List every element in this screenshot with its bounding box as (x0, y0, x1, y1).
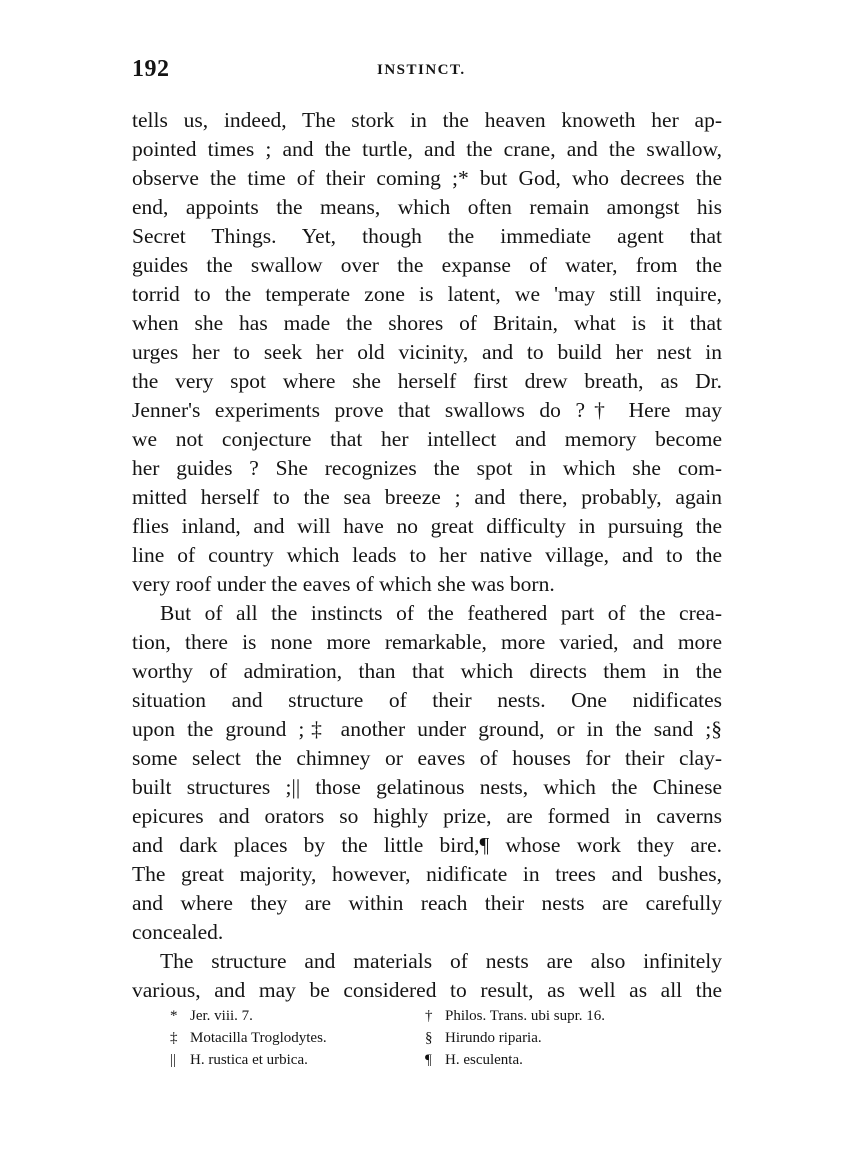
text-line: the very spot where she herself first drew breath, as Dr. (132, 369, 722, 393)
page-header (132, 56, 722, 92)
text-line: But of all the instincts of the feathered part of the crea- (160, 601, 722, 625)
text-line: mitted herself to the sea breeze ; and there, probably, again (132, 485, 722, 509)
footnote-text: Jer. viii. 7. (190, 1008, 253, 1024)
text-line: guides the swallow over the expanse of water, from the (132, 253, 722, 277)
footnote (425, 1052, 523, 1069)
footnote (425, 1030, 542, 1047)
text-line: when she has made the shores of Britain, what is it that (132, 311, 722, 335)
text-line: line of country which leads to her native village, and to the (132, 543, 722, 567)
text-line: torrid to the temperate zone is latent, we 'may still inquire, (132, 282, 722, 306)
text-line: urges her to seek her old vicinity, and to build her nest in (132, 340, 722, 364)
footnote (170, 1052, 308, 1069)
text-line: upon the ground ;‡ another under ground, or in the sand ;§ (132, 717, 722, 741)
footnote-mark: ‡ (170, 1030, 178, 1046)
text-line: very roof under the eaves of which she was born. (132, 572, 555, 596)
running-head: INSTINCT. (377, 62, 466, 78)
footnote-mark: * (170, 1008, 178, 1024)
footnote (170, 1030, 327, 1047)
text-line: Secret Things. Yet, though the immediate agent that (132, 224, 722, 248)
text-line: various, and may be considered to result, as well as all the (132, 978, 722, 1002)
text-line: flies inland, and will have no great difficulty in pursuing the (132, 514, 722, 538)
text-line: built structures ;|| those gelatinous nests, which the Chinese (132, 775, 722, 799)
text-line: The structure and materials of nests are also infinitely (160, 949, 722, 973)
text-line: some select the chimney or eaves of houses for their clay- (132, 746, 722, 770)
footnote (170, 1008, 253, 1025)
text-line: observe the time of their coming ;* but God, who decrees the (132, 166, 722, 190)
footnote-mark: † (425, 1008, 433, 1024)
text-line: tells us, indeed, The stork in the heaven knoweth her ap- (132, 108, 722, 132)
footnote-mark: ¶ (425, 1052, 432, 1068)
text-line: we not conjecture that her intellect and memory become (132, 427, 722, 451)
text-line: epicures and orators so highly prize, are formed in caverns (132, 804, 722, 828)
page-number: 192 (132, 56, 170, 82)
footnote-text: H. rustica et urbica. (190, 1052, 308, 1068)
footnote-mark: § (425, 1030, 433, 1046)
footnote-mark: || (170, 1052, 177, 1068)
text-line: concealed. (132, 920, 224, 944)
text-line: worthy of admiration, than that which directs them in the (132, 659, 722, 683)
text-line: end, appoints the means, which often remain amongst his (132, 195, 722, 219)
footnote-text: Motacilla Troglodytes. (190, 1030, 327, 1046)
footnote-text: Philos. Trans. ubi supr. 16. (445, 1008, 606, 1024)
text-line: The great majority, however, nidificate in trees and bushes, (132, 862, 722, 886)
footnote-text: H. esculenta. (445, 1052, 523, 1068)
footnote-text: Hirundo riparia. (445, 1030, 542, 1046)
text-line: her guides ? She recognizes the spot in which she com- (132, 456, 722, 480)
text-line: pointed times ; and the turtle, and the crane, and the swallow, (132, 137, 722, 161)
text-line: tion, there is none more remarkable, more varied, and more (132, 630, 722, 654)
text-line: situation and structure of their nests. One nidificates (132, 688, 722, 712)
footnote (425, 1008, 605, 1025)
text-line: Jenner's experiments prove that swallows do ?† Here may (132, 398, 722, 422)
text-line: and dark places by the little bird,¶ whose work they are. (132, 833, 722, 857)
text-line: and where they are within reach their nests are carefully (132, 891, 722, 915)
